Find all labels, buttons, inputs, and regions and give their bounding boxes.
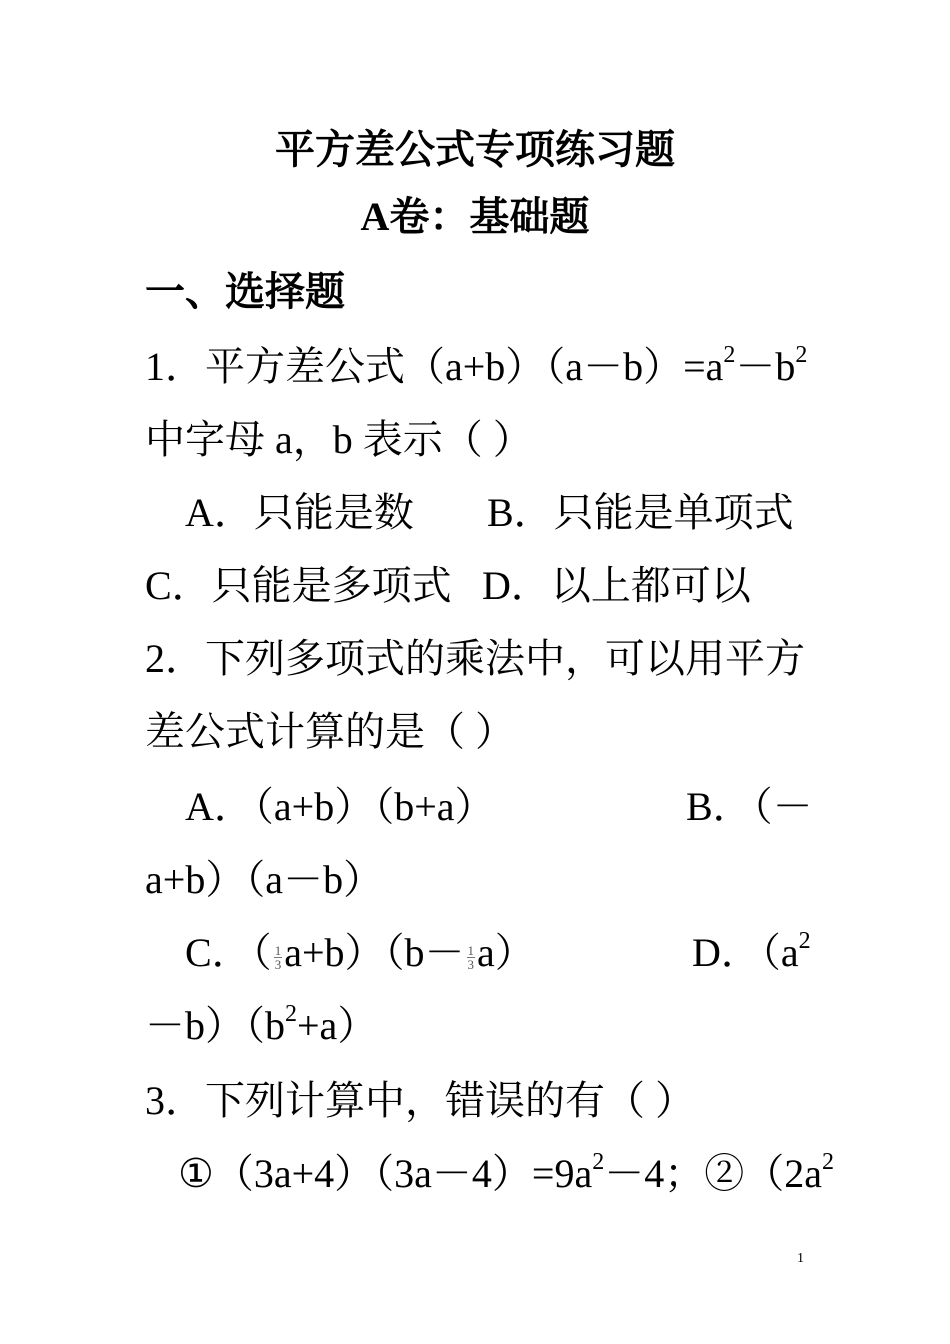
document-subtitle: A卷：基础题 (360, 194, 590, 239)
question-2-line-1: 2．下列多项式的乘法中，可以用平方 (145, 636, 805, 681)
question-1-option-c: C．只能是多项式 (145, 563, 452, 608)
question-2-option-b: B．（－ (686, 784, 813, 829)
question-1-option-d: D．以上都可以 (482, 563, 751, 608)
section-heading: 一、选择题 (145, 269, 345, 314)
fraction-one-third: $\frac{1}{3}$ (467, 942, 474, 972)
question-3-line-1: 3．下列计算中，错误的有（ ） (145, 1078, 695, 1123)
document-title: 平方差公式专项练习题 (275, 127, 675, 172)
question-3-line-2: $①(3a+4)(3a-4)=9a^2-4$；$②(2a^2$ (178, 1149, 835, 1196)
question-1-option-b: B．只能是单项式 (487, 490, 794, 535)
question-2-option-a: A．（a+b）（b+a） (185, 784, 495, 829)
question-2-line-2: 差公式计算的是（ ） (145, 709, 515, 754)
question-1-line-1: 1．平方差公式$(a+b)(a-b)=a^2-b^2$ (145, 342, 808, 389)
question-2-option-d-cont: $-b)(b^2+a)$ (145, 1001, 378, 1048)
question-2-option-d: D．（$a^2$ (692, 928, 811, 975)
question-1-line-2: 中字母 a，b 表示（ ） (145, 417, 533, 462)
question-1-option-a: A．只能是数 (185, 490, 414, 535)
question-2-option-b-cont: a+b）（a－b） (145, 857, 384, 902)
page-number: 1 (797, 1251, 804, 1266)
fraction-one-third: $\frac{1}{3}$ (274, 942, 282, 972)
question-2-option-c: C．（ $\frac{1}{3}$ a+b）（b－ $\frac{1}{3}$ a） (185, 930, 535, 975)
